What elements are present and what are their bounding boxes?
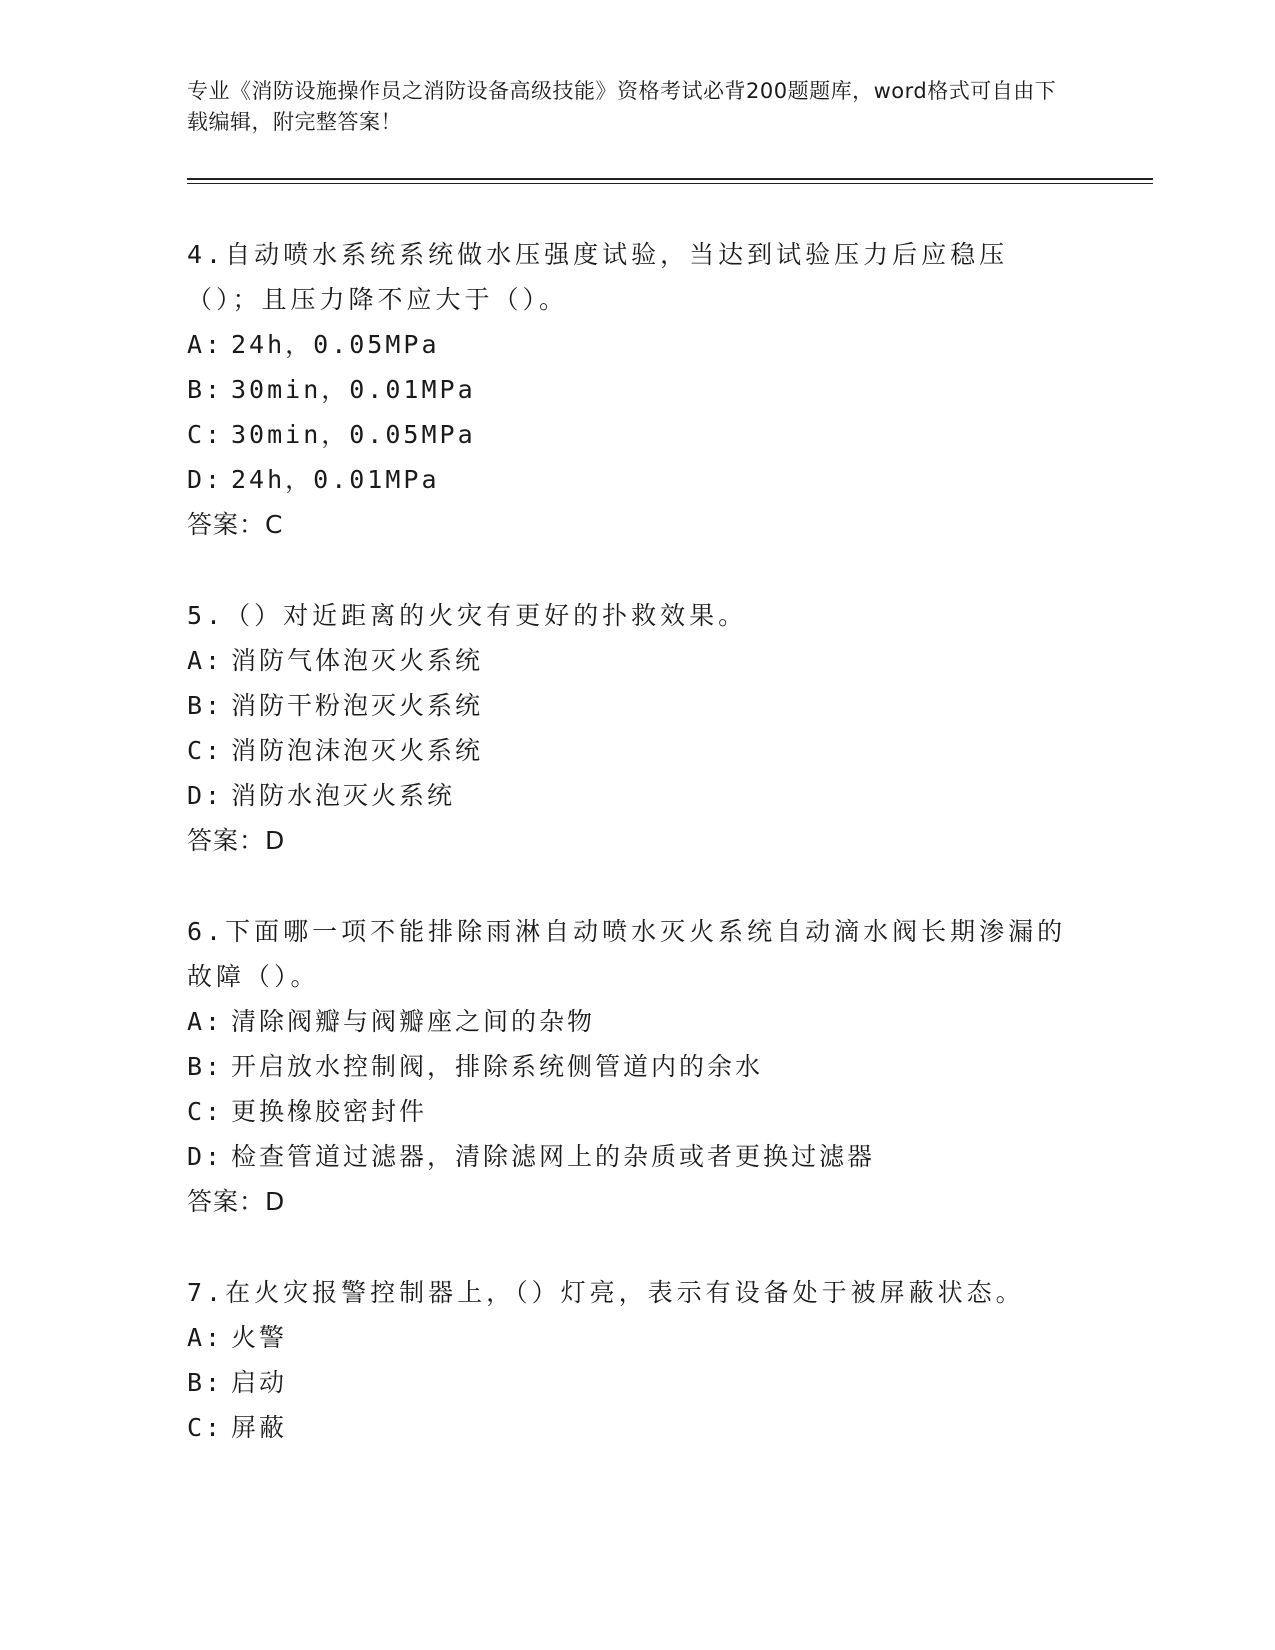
option-letter: A: [187, 1323, 224, 1352]
header-divider-thick [187, 178, 1153, 180]
option-b [187, 1044, 1067, 1089]
question-title: 6.下面哪一项不能排除雨淋自动喷水灭火系统自动滴水阀长期渗漏的故障（）。 [187, 917, 1067, 991]
option-letter: D: [187, 465, 224, 494]
option-text: 30min，0.01MPa [231, 375, 476, 404]
option-letter: C: [187, 736, 224, 765]
option-c [187, 412, 1067, 457]
option-a [187, 322, 1067, 367]
answer: 答案：D [187, 826, 286, 855]
answer: 答案：C [187, 510, 284, 539]
option-a [187, 1315, 1067, 1360]
option-c [187, 728, 1067, 773]
option-letter: A: [187, 1007, 224, 1036]
option-letter: D: [187, 781, 224, 810]
header-divider-thin [187, 183, 1153, 184]
option-b [187, 1360, 1067, 1405]
answer: 答案：D [187, 1187, 286, 1216]
option-text: 启动 [231, 1368, 288, 1397]
option-text: 检查管道过滤器，清除滤网上的杂质或者更换过滤器 [231, 1142, 876, 1171]
option-letter: D: [187, 1142, 224, 1171]
question-6 [187, 909, 1067, 1224]
question-title: 4.自动喷水系统系统做水压强度试验，当达到试验压力后应稳压（）；且压力降不应大于（）。 [187, 240, 1009, 314]
option-letter: A: [187, 646, 224, 675]
option-text: 更换橡胶密封件 [231, 1097, 428, 1126]
option-text: 24h，0.01MPa [231, 465, 440, 494]
option-text: 消防泡沫泡灭火系统 [231, 736, 484, 765]
option-b [187, 683, 1067, 728]
question-list [187, 232, 1067, 1496]
question-title: 7.在火灾报警控制器上，（）灯亮，表示有设备处于被屏蔽状态。 [187, 1278, 1025, 1307]
option-letter: B: [187, 375, 224, 404]
option-a [187, 638, 1067, 683]
option-letter: B: [187, 691, 224, 720]
question-7 [187, 1270, 1067, 1450]
document-header: 专业《消防设施操作员之消防设备高级技能》资格考试必背200题题库，word格式可自由下载编辑，附完整答案！ [187, 79, 1057, 134]
option-letter: B: [187, 1368, 224, 1397]
option-b [187, 367, 1067, 412]
option-text: 消防气体泡灭火系统 [231, 646, 484, 675]
option-text: 火警 [231, 1323, 288, 1352]
option-letter: A: [187, 330, 224, 359]
option-d [187, 773, 1067, 818]
option-letter: C: [187, 420, 224, 449]
option-a [187, 999, 1067, 1044]
question-title: 5.（）对近距离的火灾有更好的扑救效果。 [187, 601, 748, 630]
option-letter: C: [187, 1097, 224, 1126]
option-text: 消防干粉泡灭火系统 [231, 691, 484, 720]
option-letter: C: [187, 1413, 224, 1442]
option-text: 消防水泡灭火系统 [231, 781, 456, 810]
option-text: 清除阀瓣与阀瓣座之间的杂物 [231, 1007, 596, 1036]
option-d [187, 1134, 1067, 1179]
option-d [187, 457, 1067, 502]
option-letter: B: [187, 1052, 224, 1081]
option-c [187, 1089, 1067, 1134]
option-text: 开启放水控制阀，排除系统侧管道内的余水 [231, 1052, 764, 1081]
option-text: 屏蔽 [231, 1413, 288, 1442]
question-4 [187, 232, 1067, 547]
question-5 [187, 593, 1067, 863]
option-text: 24h，0.05MPa [231, 330, 440, 359]
option-text: 30min，0.05MPa [231, 420, 476, 449]
option-c [187, 1405, 1067, 1450]
